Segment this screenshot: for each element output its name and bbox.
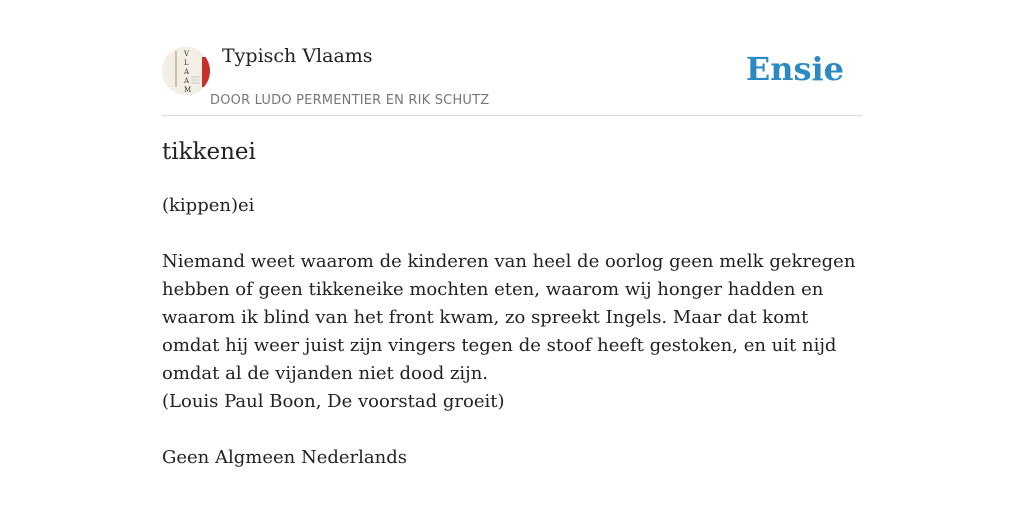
entry-body bbox=[162, 192, 862, 472]
entry-definition: (kippen)ei bbox=[162, 195, 255, 216]
dictionary-header bbox=[162, 0, 862, 116]
entry-note: Geen Algmeen Nederlands bbox=[162, 447, 407, 468]
typisch-vlaams-book-cover-icon bbox=[162, 47, 210, 95]
dictionary-title[interactable]: Typisch Vlaams bbox=[222, 45, 373, 67]
svg-text:A: A bbox=[184, 77, 190, 85]
entry-quote-source: (Louis Paul Boon, De voorstad groeit) bbox=[162, 391, 505, 412]
svg-text:V: V bbox=[184, 50, 190, 58]
entry-quote: Niemand weet waarom de kinderen van heel de oorlog geen melk gekregen hebben of geen tikkeneike mochten eten, waarom wij honger hadden en waarom ik blind van het front kwam, zo spreekt Ingels. Maar dat komt omdat hij weer juist zijn vingers tegen de stoof heeft gestoken, en uit nijd omdat al de vijanden niet dood zijn. bbox=[162, 251, 856, 384]
brand-logo[interactable]: Ensie bbox=[745, 50, 844, 88]
spacer bbox=[162, 220, 862, 248]
dictionary-authors: DOOR LUDO PERMENTIER EN RIK SCHUTZ bbox=[210, 93, 490, 108]
entry-term: tikkenei bbox=[162, 139, 256, 165]
svg-text:M: M bbox=[184, 86, 192, 94]
entry-card bbox=[162, 0, 862, 512]
svg-text:L: L bbox=[184, 59, 189, 67]
svg-text:A: A bbox=[184, 68, 190, 76]
spacer bbox=[162, 416, 862, 444]
dictionary-avatar[interactable] bbox=[162, 47, 210, 95]
